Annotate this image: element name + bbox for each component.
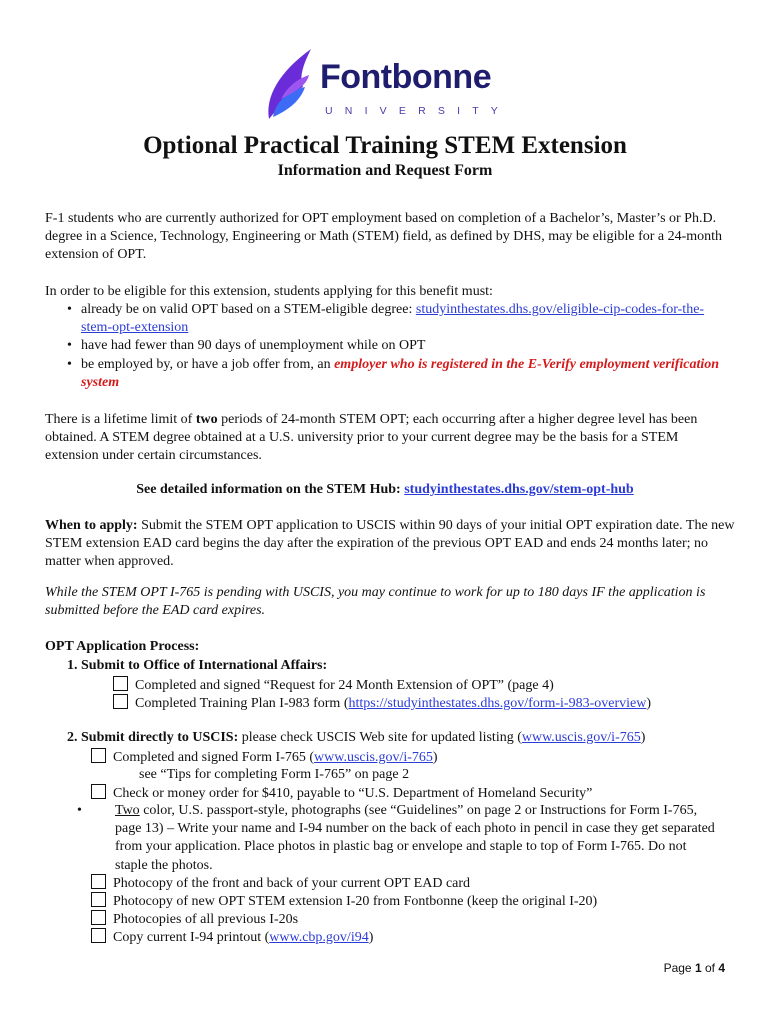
wing-logo-icon bbox=[263, 47, 323, 127]
step-1-item: Completed Training Plan I-983 form (https://studyinthestates.dhs.gov/form-i-983-overview) bbox=[113, 694, 651, 713]
step-2-heading: 2. Submit directly to USCIS: please check USCIS Web site for updated listing (www.uscis.gov/i-765) bbox=[67, 730, 646, 745]
pending-note: While the STEM OPT I-765 is pending with USCIS, you may continue to work for up to 180 days IF the application is submitted before the EAD card expires. bbox=[45, 585, 706, 619]
page-number: Page 1 of 4 bbox=[663, 961, 725, 975]
eligibility-lead: In order to be eligible for this extension, students applying for this benefit must: bbox=[45, 284, 493, 299]
when-to-apply-paragraph: When to apply: Submit the STEM OPT application to USCIS within 90 days of your initial OPT expiration date. The new STEM extension EAD card begins the day after the expiration of the previous OPT EAD and ends 24 months later; no matter when approved. bbox=[45, 518, 735, 570]
step-2-item: Photocopies of all previous I-20s bbox=[91, 910, 298, 929]
checkbox[interactable] bbox=[91, 784, 106, 799]
checkbox[interactable] bbox=[113, 694, 128, 709]
logo-subtitle: UNIVERSITY bbox=[325, 105, 511, 117]
list-item: • already be on valid OPT based on a STEM-eligible degree: studyinthestates.dhs.gov/eligible-cip-codes-for-the-stem-opt-extension bbox=[45, 301, 735, 337]
intro-paragraph: F-1 students who are currently authorized for OPT employment based on completion of a Bachelor’s, Master’s or Ph.D. degree in a Science, Technology, Engineering or Math (STEM) field, as defined by DHS, may be eligible for a 24-month extension of OPT. bbox=[45, 211, 723, 263]
step-2-item: Photocopy of the front and back of your current OPT EAD card bbox=[91, 874, 470, 893]
eligibility-list bbox=[45, 301, 735, 392]
i94-link[interactable]: www.cbp.gov/i94 bbox=[269, 930, 369, 945]
uscis-link[interactable]: www.uscis.gov/i-765 bbox=[521, 730, 641, 745]
step-2-item: Check or money order for $410, payable to “U.S. Department of Homeland Security” bbox=[91, 784, 592, 803]
stem-hub-line: See detailed information on the STEM Hub: studyinthestates.dhs.gov/stem-opt-hub bbox=[136, 482, 634, 497]
step-1-heading: 1. Submit to Office of International Affairs: bbox=[67, 658, 328, 673]
step-2-item: Copy current I-94 printout (www.cbp.gov/i94) bbox=[91, 928, 373, 947]
lifetime-limit-paragraph: There is a lifetime limit of two periods of 24-month STEM OPT; each occurring after a higher degree level has been obtained. A STEM degree obtained at a U.S. university prior to your current degree may be the basis for a STEM extension under certain circumstances. bbox=[45, 412, 698, 464]
list-item: • Two color, U.S. passport-style, photographs (see “Guidelines” on page 2 or Instructions for Form I-765, page 13) – Write your name and I-94 number on the back of each photo in pencil in case they get separated from your application. Place photos in plastic bag or envelope and staple to top of Form I-765. Do not staple the photos. bbox=[55, 802, 715, 875]
page-title: Optional Practical Training STEM Extension bbox=[143, 132, 627, 159]
i765-link[interactable]: www.uscis.gov/i-765 bbox=[314, 750, 433, 765]
checkbox[interactable] bbox=[113, 676, 128, 691]
page-subtitle: Information and Request Form bbox=[277, 162, 493, 179]
list-item: • be employed by, or have a job offer from, an employer who is registered in the E-Verify employment verification system bbox=[45, 356, 735, 392]
university-logo bbox=[263, 47, 513, 127]
stem-hub-link[interactable]: studyinthestates.dhs.gov/stem-opt-hub bbox=[404, 482, 634, 497]
checkbox[interactable] bbox=[91, 748, 106, 763]
step-2-item: Photocopy of new OPT STEM extension I-20 from Fontbonne (keep the original I-20) bbox=[91, 892, 597, 911]
step-2-item: Completed and signed Form I-765 (www.uscis.gov/i-765) bbox=[91, 748, 438, 767]
i765-tip: see “Tips for completing Form I-765” on page 2 bbox=[139, 767, 410, 782]
step-1-item: Completed and signed “Request for 24 Month Extension of OPT” (page 4) bbox=[113, 676, 554, 695]
cip-codes-link[interactable]: studyinthestates.dhs.gov/eligible-cip-codes-for-the-stem-opt-extension bbox=[81, 302, 705, 336]
process-heading: OPT Application Process: bbox=[45, 639, 200, 654]
checkbox[interactable] bbox=[91, 874, 106, 889]
logo-wordmark: Fontbonne bbox=[320, 58, 492, 96]
photo-list bbox=[55, 802, 715, 875]
checkbox[interactable] bbox=[91, 892, 106, 907]
i983-link[interactable]: https://studyinthestates.dhs.gov/form-i-983-overview bbox=[348, 696, 647, 711]
checkbox[interactable] bbox=[91, 910, 106, 925]
checkbox[interactable] bbox=[91, 928, 106, 943]
list-item: • have had fewer than 90 days of unemployment while on OPT bbox=[45, 337, 735, 355]
